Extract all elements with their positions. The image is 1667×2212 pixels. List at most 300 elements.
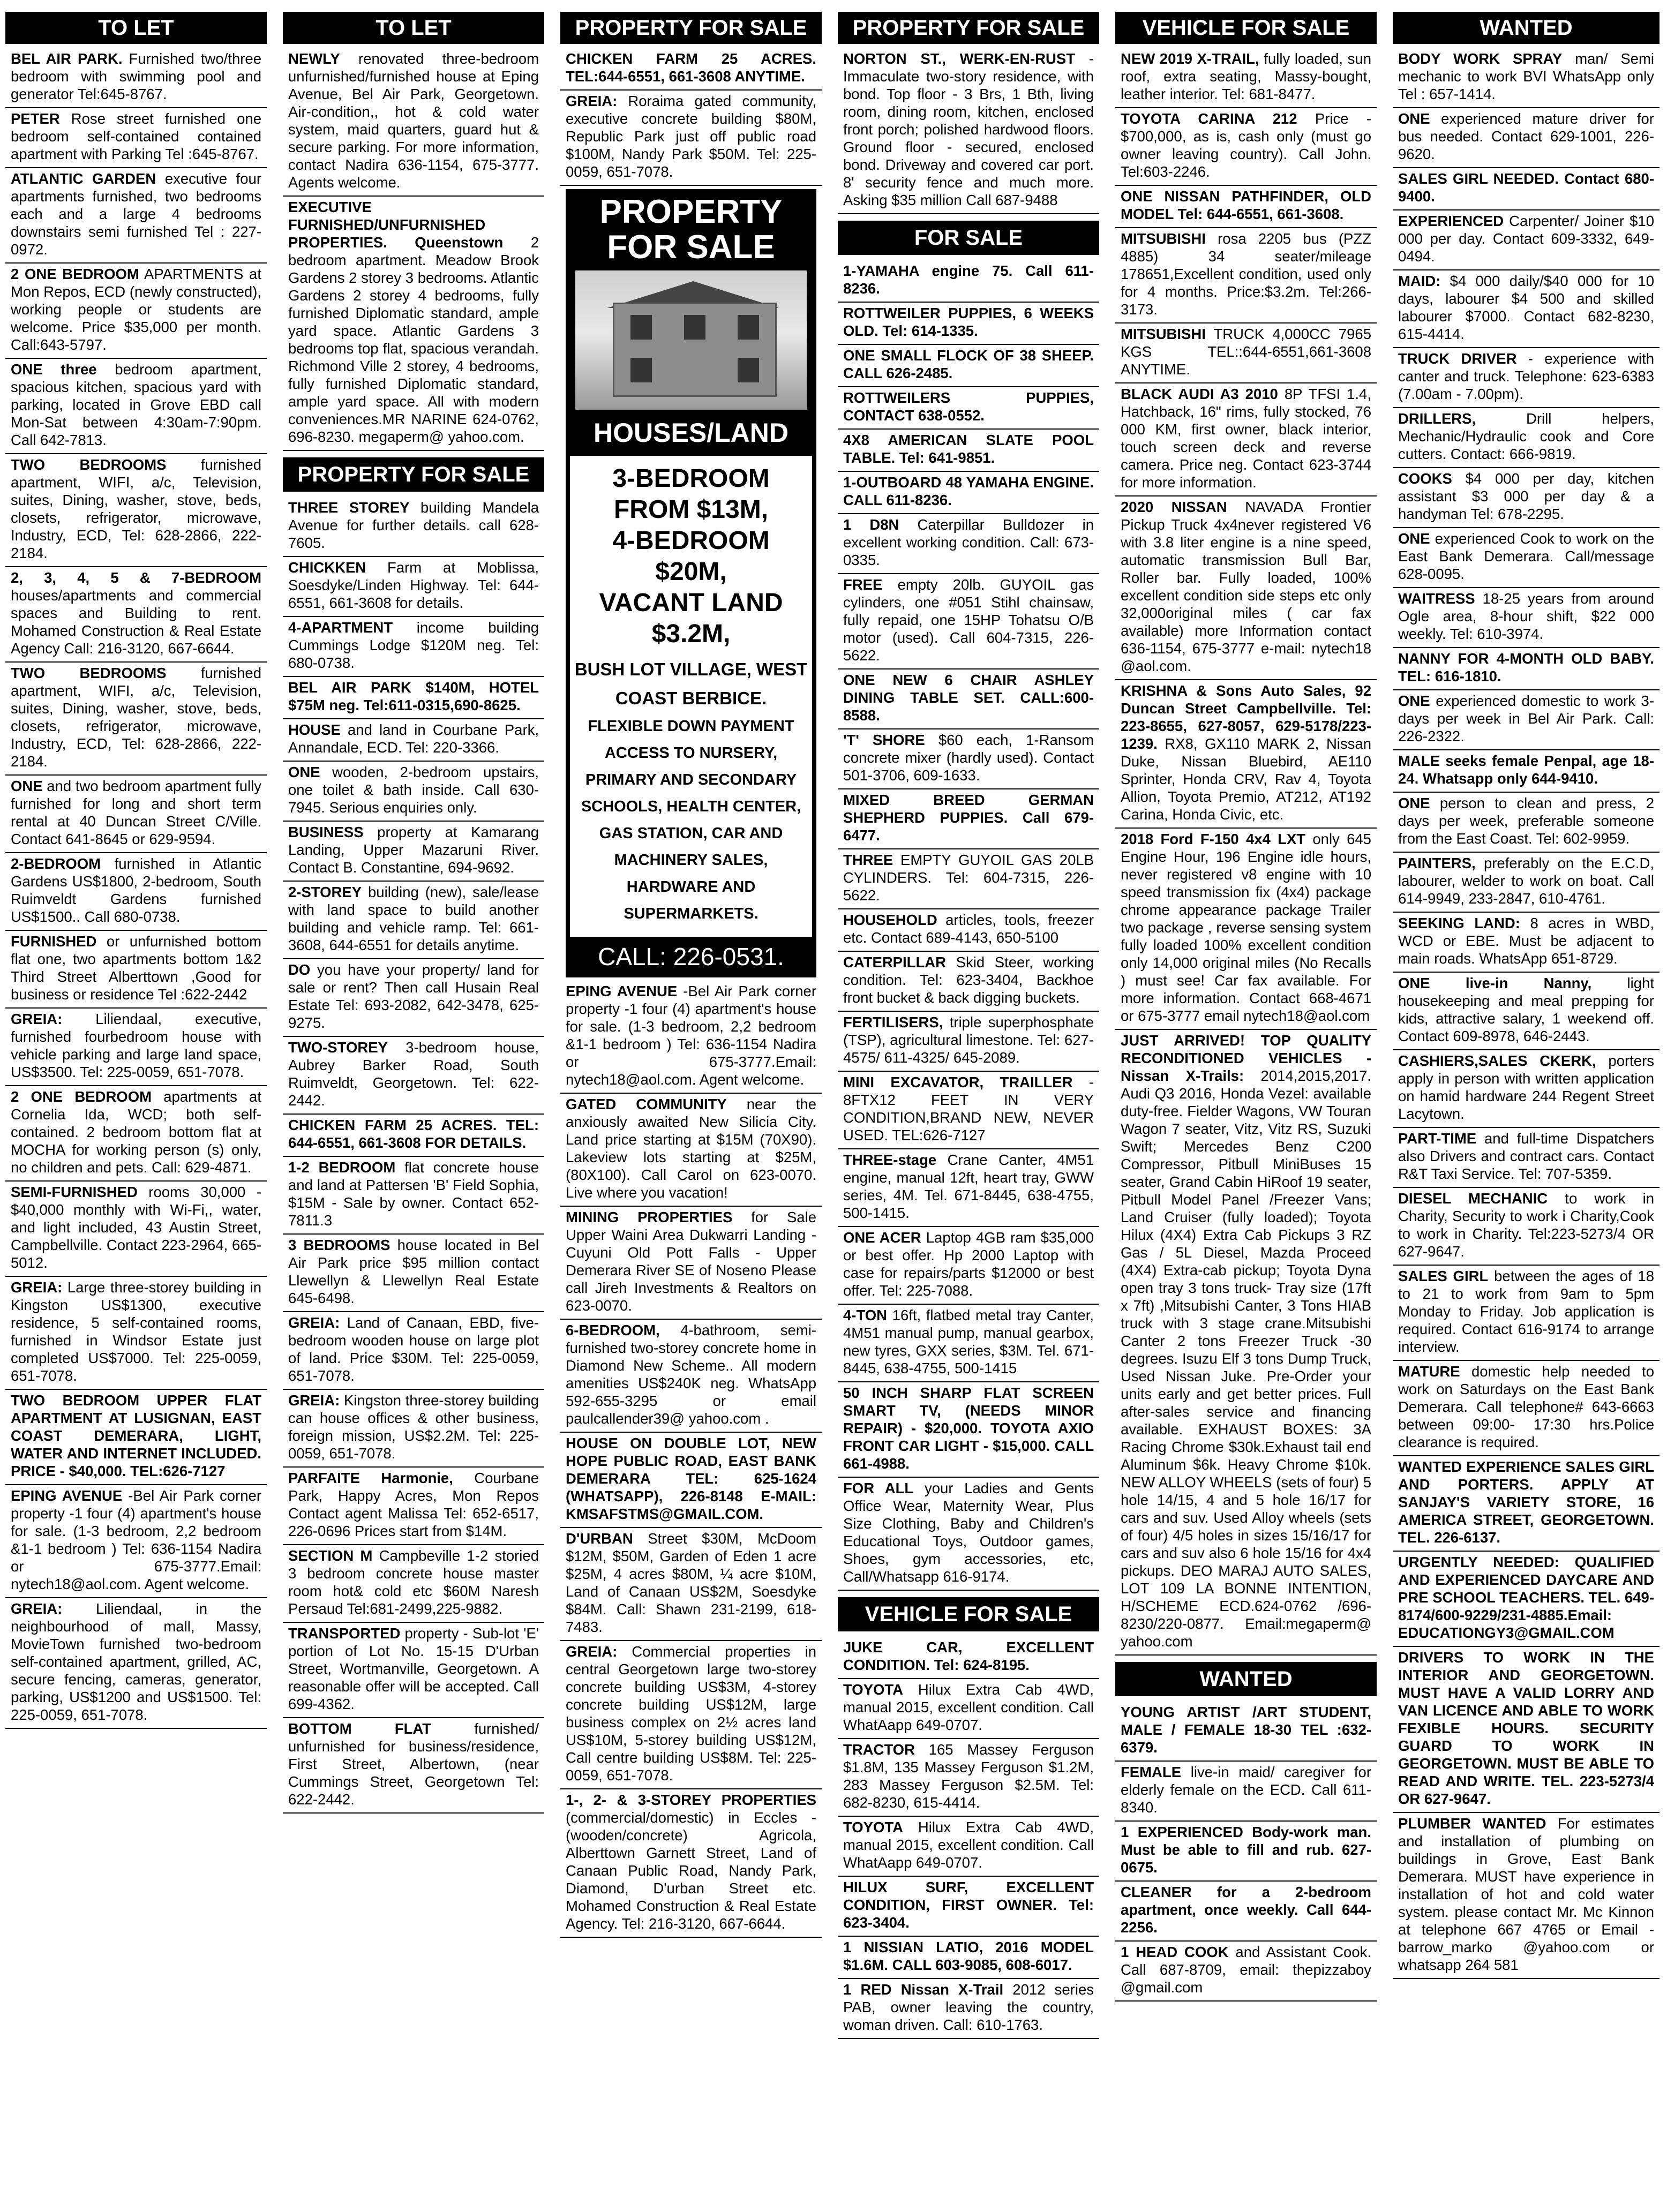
ad-lead: URGENTLY NEEDED: QUALIFIED AND EXPERIENCED DAYCARE AND PRE SCHOOL TEACHERS. TEL. 649-8174/600-9229/231-4885.Email: EDUCATIONGY3@GMAIL.COM — [1398, 1554, 1654, 1641]
ad-lead: 1 NISSIAN LATIO, 2016 MODEL $1.6M. CALL 603-9085, 608-6017. — [843, 1939, 1094, 1973]
classified-ad — [1393, 168, 1660, 210]
classified-ad — [5, 1390, 267, 1485]
ad-text: or unfurnished bottom flat one, two apartments bottom 1&2 Third Street Alberttown ,Good for business or residence Tel :622-2442 — [11, 933, 261, 1003]
ad-lead: HOUSE — [288, 721, 341, 738]
ad-text: Rose street furnished one bedroom self-contained contained apartment with Parking Tel :645-8767. — [11, 110, 261, 162]
ad-lead: FEMALE — [1121, 1764, 1182, 1780]
classified-ad — [838, 1817, 1099, 1877]
classified-ad — [838, 1877, 1099, 1937]
ad-text: property at Kamarang Landing, Upper Mazaruni River. Contact B. Constantine, 694-9692. — [288, 824, 539, 876]
ad-text: Liliendaal, executive, furnished fourbedroom house with vehicle parking and large land space, US$3500. Tel: 225-0059, 651-7078. — [11, 1011, 261, 1080]
ad-lead: BLACK AUDI A3 2010 — [1121, 386, 1278, 402]
classified-ad — [5, 1182, 267, 1277]
section-header: VEHICLE FOR SALE — [838, 1597, 1099, 1631]
classified-ad — [283, 822, 544, 882]
column-to-let-1 — [5, 12, 267, 2202]
ad-lead: BUSINESS — [288, 824, 364, 840]
classified-ad — [1393, 750, 1660, 793]
classified-ad — [283, 882, 544, 959]
ad-list — [838, 260, 1099, 1591]
ad-lead: 1-OUTBOARD 48 YAMAHA ENGINE. CALL 611-8236. — [843, 474, 1094, 508]
ad-lead: 1 EXPERIENCED Body-work man. Must be able to fill and rub. 627-0675. — [1121, 1824, 1371, 1876]
ad-text: wooden, 2-bedroom upstairs, one toilet & bath inside. Call 630-7945. Serious enquiries only. — [288, 764, 539, 816]
ad-text: Street $30M, McDoom $12M, $50M, Garden of Eden 1 acre $25M, 4 acres $80M, ¼ acre $10M, Land of Canaan US$2M, Soesdyke $84M. Call: Shawn 231-2199, 618-7483. — [566, 1530, 816, 1635]
ad-lead: CASHIERS,SALES CKERK, — [1398, 1052, 1596, 1069]
ad-text: 2012 series PAB, owner leaving the country, woman driven. Call: 610-1763. — [843, 1981, 1094, 2033]
ad-text: 16ft, flatbed metal tray Canter, 4M51 manual pump, manual gearbox, new tyres, GXX series, $3M. Tel. 671-8445, 638-4755, 500-1415 — [843, 1307, 1094, 1376]
ad-text: 8 acres in WBD, WCD or EBE. Must be adjacent to main roads. WhatsApp 651-8729. — [1398, 915, 1654, 967]
ad-lead: SALES GIRL — [1398, 1268, 1489, 1284]
ad-lead: NEWLY — [288, 50, 340, 67]
ad-lead: MITSUBISHI — [1121, 230, 1206, 247]
classified-ad — [838, 260, 1099, 303]
ad-text: Hilux Extra Cab 4WD, manual 2015, excellent condition. Call WhatAapp 649-0707. — [843, 1819, 1094, 1871]
ad-text: Roraima gated community, executive concrete building $80M, Republic Park just off public road $100M, Nandy Park $50M. Tel: 225-0059, 651-7078. — [566, 93, 816, 180]
section-header: PROPERTY FOR SALE — [838, 12, 1099, 44]
ad-lead: FREE — [843, 576, 883, 593]
ad-lead: COOKS — [1398, 470, 1452, 487]
classified-ad — [838, 472, 1099, 514]
ad-lead: 4X8 AMERICAN SLATE POOL TABLE. Tel: 641-9851. — [843, 432, 1094, 466]
ad-lead: NORTON ST., WERK-EN-RUST — [843, 50, 1076, 67]
ad-lead: BODY WORK SPRAY — [1398, 50, 1563, 67]
ad-lead: PARFAITE Harmonie, — [288, 1470, 453, 1486]
ad-text: 4-bathroom, semi-furnished two-storey concrete home in Diamond New Scheme.. All modern amenities US$240K neg. WhatsApp 592-655-3295 or email paulcallender39@ yahoo.com . — [566, 1322, 816, 1427]
classified-ad — [1115, 829, 1377, 1030]
ad-text: Drill helpers, Mechanic/Hydraulic cook and Core cutters. Contact: 666-9819. — [1398, 410, 1654, 462]
ad-text: you have your property/ land for sale or rent? Then call Husain Real Estate Tel: 693-2082, 642-3478, 625-9275. — [288, 961, 539, 1031]
ad-lead: EXPERIENCED — [1398, 213, 1504, 229]
ad-text: 2014,2015,2017. Audi Q3 2016, Honda Vezel: available duty-free. Fielder Wagons, VW Touran Wagon 7 seater, Vitz, Vitz RS, Suzuki Swift; Mercedes Benz C200 Compressor, Pitbull MiniBuses 15 seater, Grand Cabin HiRoof 19 seater, Pitbull Model Panel /Freezer Vans; Land Cruiser (fully loaded); Toyota Hilux (4X4) Extra Cab Pickups 3 RZ Gas / 5L Diesel, Mazda Proceed (4X4) Extra-cab pickup; Toyota Dyna open tray 3 tons truck- Tray size (17ft x 7ft) ,Mitsubishi Canter, 3 Tons HIAB truck with 3 stage crane.Mitsubishi Canter 2 tons Freezer Truck -30 degrees. Isuzu Elf 3 tons Dump Truck, Used Nissan Juke. Pre-Order your units early and get better prices. Full after-sales service and financing available. EXHAUST BOXES: 3A Racing Chrome $30k.Exhaust tail end Aluminum $6k. Heavy Chrome $10k. NEW ALLOY WHEELS (sets of four) 5 hole 14/15, 4 and 5 hole 16/17 for cars and suv. Used Alloy wheels (sets of four) 4/5 holes in sizes 15/16/17 for cars and suv also 6 hole 15/16 for 4x4 pickups. DEO MARAJ AUTO SALES, LOT 109 LA BONNE INTENTION, H/SCHEME ECD.624-0762 /696-8230/220-0877. Email:megaperm@ yahoo.com — [1121, 1067, 1371, 1650]
ad-lead: TRANSPORTED — [288, 1625, 401, 1642]
ad-list — [838, 1637, 1099, 2039]
ad-lead: SECTION M — [288, 1547, 373, 1564]
classified-ad — [283, 557, 544, 617]
ad-lead: TWO BEDROOM UPPER FLAT APARTMENT AT LUSIGNAN, EAST COAST DEMERARA, LIGHT, WATER AND INTERNET INCLUDED. PRICE - $40,000. TEL:626-7127 — [11, 1392, 261, 1479]
classified-ad — [838, 303, 1099, 345]
ad-text: Courbane Park, Happy Acres, Mon Repos Contact agent Malissa Tel: 652-6517, 226-0696 Prices start from $14M. — [288, 1470, 539, 1539]
column-to-let-2 — [283, 12, 544, 2202]
ad-text: Campbeville 1-2 storied 3 bedroom concrete house master room hot& cold etc $60M Naresh Persaud Tel:681-2499,225-9882. — [288, 1547, 539, 1617]
ad-lead: 2, 3, 4, 5 & 7-BEDROOM — [11, 569, 261, 586]
section-header: WANTED — [1393, 12, 1660, 44]
classified-ad — [5, 359, 267, 454]
ad-text: 2 bedroom apartment. Meadow Brook Gardens 2 storey 3 bedrooms. Atlantic Gardens 2 storey 4 bedrooms, fully furnished Diplomatic standard, ample yard space. Atlantic Gardens 3 bedrooms top flat, spacious verandah. Richmond Ville 2 storey, 4 bedrooms, fully furnished Diplomatic standard, ample yard space. All with modern conveniences.MR NARINE 624-0762, 696-8230. megaperm@ yahoo.com. — [288, 234, 539, 445]
ad-lead: TRACTOR — [843, 1741, 915, 1758]
classified-ad — [5, 853, 267, 931]
ad-lead: ONE — [1398, 110, 1430, 127]
ad-lead: DIESEL MECHANIC — [1398, 1190, 1548, 1207]
column-property-for-sale-1 — [560, 12, 822, 2202]
ad-lead: MITSUBISHI — [1121, 326, 1206, 342]
ad-lead: GREIA: — [288, 1314, 340, 1331]
ad-text: bedroom apartment, spacious kitchen, spacious yard with parking, located in Grove EBD call Mon-Sat between 4:30am-7:90pm. Call 642-7813. — [11, 361, 261, 448]
classified-ad — [838, 1979, 1099, 2039]
classified-ad — [283, 617, 544, 677]
column-vehicle-for-sale — [1115, 12, 1377, 2202]
ad-lead: 2 ONE BEDROOM — [11, 1088, 152, 1105]
ad-list — [1115, 1702, 1377, 2002]
ad-lead: SALES GIRL NEEDED. Contact 680-9400. — [1398, 170, 1654, 205]
ad-lead: NANNY FOR 4-MONTH OLD BABY. TEL: 616-1810. — [1398, 650, 1654, 684]
ad-lead: 4-APARTMENT — [288, 619, 393, 636]
classified-ad — [283, 1037, 544, 1115]
classified-ad — [838, 669, 1099, 729]
classified-ad — [1115, 1942, 1377, 2002]
classified-ad — [560, 1789, 822, 1938]
classified-ad — [560, 1094, 822, 1207]
ad-text: - experience with canter and truck. Telephone: 623-6383 (7.00am - 7.00pm). — [1398, 350, 1655, 402]
classified-ad — [1393, 1266, 1660, 1361]
ad-lead: MATURE — [1398, 1363, 1460, 1380]
ad-lead: 2 ONE BEDROOM — [11, 266, 139, 282]
ad-lead: BEL AIR PARK. — [11, 50, 123, 67]
ad-lead: TOYOTA — [843, 1819, 904, 1835]
ad-text: TRUCK 4,000CC 7965 KGS TEL::644-6551,661-3608 ANYTIME. — [1121, 326, 1371, 378]
classified-ad — [1393, 270, 1660, 348]
ad-lead: ONE — [11, 778, 43, 794]
ad-lead: MALE seeks female Penpal, age 18-24. Whatsapp only 644-9410. — [1398, 753, 1654, 787]
ad-lead: PETER — [11, 110, 60, 127]
ad-lead: 1 HEAD COOK — [1121, 1944, 1229, 1960]
classified-ad — [5, 48, 267, 108]
ad-lead: ONE — [1398, 795, 1430, 811]
classified-ad — [1393, 1647, 1660, 1813]
ad-list — [1115, 48, 1377, 1656]
classified-ad — [1115, 1822, 1377, 1882]
ad-text: NAVADA Frontier Pickup Truck 4x4never registered V6 with 3.8 liter engine is a nine speed, automatic transmission Bull Bar, Roller bar. Fully loaded, 100% excellent condition side steps etc only 32,000original miles ( car fax available) more Information contact 636-1154, 675-3777 e-mail: nytech18 @aol.com. — [1121, 499, 1371, 674]
classified-ad — [838, 514, 1099, 574]
ad-text: 165 Massey Ferguson $1.8M, 135 Massey Ferguson $1.2M, 283 Massey Ferguson $2.5M. Tel: 682-8230, 615-4414. — [843, 1741, 1094, 1811]
classified-ad — [1115, 1762, 1377, 1822]
classified-ad — [5, 1277, 267, 1390]
classified-ad — [1115, 108, 1377, 186]
classified-ad — [5, 264, 267, 359]
ad-text: Laptop 4GB ram $35,000 or best offer. Hp 2000 Laptop with case for repairs/parts $12000 or best offer. Tel: 225-7088. — [843, 1229, 1094, 1299]
promo-line-1: 3-BEDROOM FROM $13M, — [612, 464, 770, 524]
classified-ad — [838, 1227, 1099, 1305]
classified-ad — [283, 1390, 544, 1468]
classified-ad — [5, 663, 267, 776]
ad-lead: CLEANER for a 2-bedroom apartment, once weekly. Call 644-2256. — [1121, 1884, 1371, 1936]
ad-text: and two bedroom apartment fully furnished for long and short term rental at 40 Duncan Street C/Ville. Contact 641-8645 or 629-9594. — [11, 778, 261, 847]
classified-ad — [838, 1072, 1099, 1149]
ad-lead: CHICKEN FARM 25 ACRES. TEL:644-6551, 661-3608 ANYTIME. — [566, 50, 816, 85]
ad-text: EMPTY GUYOIL GAS 20LB CYLINDERS. Tel: 604-7315, 226-5622. — [843, 852, 1094, 904]
ad-lead: FURNISHED — [11, 933, 97, 950]
classified-ad — [838, 387, 1099, 430]
section-header: FOR SALE — [838, 221, 1099, 255]
ad-text: furnished apartment, WIFI, a/c, Television, suites, Dining, washer, stove, beds, closets, refrigerator, microwave, Industry, ECD, Tel: 628-2866, 222-2184. — [11, 456, 261, 561]
ad-lead: CATERPILLAR — [843, 954, 946, 970]
classified-ad — [1393, 348, 1660, 408]
classified-ad — [283, 1312, 544, 1390]
ad-text: and Assistant Cook. Call 687-8709, email: thepizzaboy @gmail.com — [1121, 1944, 1371, 1996]
classified-ad — [560, 981, 822, 1094]
ad-lead: DRILLERS, — [1398, 410, 1476, 427]
ad-lead: KRISHNA & Sons Auto Sales, 92 Duncan Street Campbellville. Tel: 223-8655, 627-8057, 629-5178/223-1239. — [1121, 682, 1371, 752]
classified-ad — [283, 959, 544, 1037]
promo-location: BUSH LOT VILLAGE, WEST COAST BERBICE. — [574, 659, 808, 708]
ad-text: live-in maid/ caregiver for elderly female on the ECD. Call 611-8340. — [1121, 1764, 1371, 1816]
classified-ad — [1393, 528, 1660, 588]
classified-ad — [838, 1305, 1099, 1382]
classified-ad — [1115, 323, 1377, 383]
ad-lead: 2018 Ford F-150 4x4 LXT — [1121, 831, 1306, 847]
classified-ad — [1393, 973, 1660, 1050]
ad-lead: ONE — [1398, 530, 1430, 547]
ad-lead: THREE STOREY — [288, 499, 410, 516]
classified-ad — [1393, 1813, 1660, 1979]
ad-lead: MAID: — [1398, 273, 1441, 289]
classified-ad — [283, 497, 544, 557]
ad-list — [1393, 48, 1660, 1979]
ad-text: triple superphosphate (TSP), agricultural limestone. Tel: 627-4575/ 611-4325/ 645-2089. — [843, 1014, 1094, 1066]
classified-ad — [1393, 1050, 1660, 1128]
ad-lead: FERTILISERS, — [843, 1014, 943, 1030]
classified-ad — [560, 1641, 822, 1789]
section-header: PROPERTY FOR SALE — [560, 12, 822, 44]
ad-text: Commercial properties in central Georgetown large two-storey concrete building US$3M, 4-storey concrete building US$12M, large business complex on 2½ acres land US$10M, 5-storey building US$12M, Call centre building US$8M. Tel: 225-0059, 651-7078. — [566, 1643, 816, 1784]
classified-ad — [1115, 496, 1377, 680]
ad-lead: GREIA: — [566, 1643, 618, 1660]
classified-ad — [560, 91, 822, 186]
ad-text: building Mandela Avenue for further details. call 628-7605. — [288, 499, 539, 551]
ad-lead: 'T' SHORE — [843, 732, 925, 748]
ad-text: RX8, GX110 MARK 2, Nissan Duke, Nissan Bluebird, AE110 Sprinter, Honda CRV, Rav 4, Toyota Allion, Toyota Premio, AT212, AT192 Carina, Honda Civic, etc. — [1121, 735, 1371, 823]
classified-ad — [283, 1545, 544, 1623]
classified-ad — [838, 1478, 1099, 1591]
classified-ad — [1393, 913, 1660, 973]
classified-ad — [1115, 1702, 1377, 1762]
ad-text: flat concrete house and land at Pattersen 'B' Field Sophia, $15M - Sale by owner. Contact 652-7811.3 — [288, 1159, 539, 1229]
classified-ad — [838, 789, 1099, 849]
classified-ad — [5, 108, 267, 168]
classified-ad — [5, 168, 267, 264]
ad-lead: 2-STOREY — [288, 884, 362, 900]
ad-list — [283, 497, 544, 1814]
ad-lead: TWO BEDROOMS — [11, 665, 167, 681]
ad-text: domestic help needed to work on Saturdays on the East Bank Demerara. Call telephone# 643-6663 between 09:00- 17:30 hrs.Police clearance is required. — [1398, 1363, 1654, 1450]
ad-lead: THREE-stage — [843, 1152, 937, 1168]
classified-ad — [283, 1718, 544, 1814]
classified-ad — [1393, 1188, 1660, 1266]
ad-lead: DRIVERS TO WORK IN THE INTERIOR AND GEORGETOWN. MUST HAVE A VALID LORRY AND VAN LICENCE AND ABLE TO WORK FEXIBLE HOURS. SECURITY GUARD TO WORK IN GEORGETOWN. MUST BE ABLE TO READ AND WRITE. TEL. 223-5273/4 OR 627-9647. — [1398, 1649, 1654, 1807]
ad-lead: HILUX SURF, EXCELLENT CONDITION, FIRST OWNER. Tel: 623-3404. — [843, 1879, 1094, 1931]
classified-ad — [1115, 680, 1377, 829]
ad-lead: ONE NEW 6 CHAIR ASHLEY DINING TABLE SET. CALL:600-8588. — [843, 672, 1094, 724]
ad-lead: ONE NISSAN PATHFINDER, OLD MODEL Tel: 644-6551, 661-3608. — [1121, 188, 1371, 222]
section-header: TO LET — [5, 12, 267, 44]
ad-text: APARTMENTS at Mon Repos, ECD (newly constructed), working people or students are welcome. Price $35,000 per month. Call:643-5797. — [11, 266, 261, 353]
classified-ad — [1393, 1128, 1660, 1188]
ad-text: - 8FTX12 FEET IN VERY CONDITION,BRAND NEW, NEVER USED. TEL:626-7127 — [843, 1074, 1094, 1143]
classified-ad — [838, 345, 1099, 387]
ad-lead: MINING PROPERTIES — [566, 1209, 733, 1225]
ad-lead: GATED COMMUNITY — [566, 1096, 727, 1112]
house-photo — [575, 270, 807, 410]
ad-lead: 2-BEDROOM — [11, 855, 101, 872]
ad-text: only 645 Engine Hour, 196 Engine idle hours, never registered v8 engine with 10 speed transmission fix (4x4) package chrome appearance package Trailer two package , reverse sensing system fully loaded 100% excellent condition only 14,000 original miles (No Recalls ) must see! Car fax available. For more information. Contact 668-4671 or 675-3777 email nytech18@aol.com — [1121, 831, 1371, 1024]
ad-lead: CHICKEN FARM 25 ACRES. TEL: 644-6551, 661-3608 FOR DETAILS. — [288, 1117, 539, 1151]
ad-lead: PART-TIME — [1398, 1130, 1477, 1147]
classified-ad — [1393, 1552, 1660, 1647]
ad-lead: 1-, 2- & 3-STOREY PROPERTIES — [566, 1792, 816, 1808]
promo-line-2: 4-BEDROOM $20M, — [612, 526, 770, 586]
ad-lead: SEEKING LAND: — [1398, 915, 1520, 931]
classified-ad — [838, 952, 1099, 1012]
ad-lead: SEMI-FURNISHED — [11, 1184, 138, 1200]
ad-lead: ONE — [288, 764, 320, 780]
ad-text: houses/apartments and commercial spaces and Building to rent. Mohamed Construction & Real Estate Agency Call: 216-3120, 667-6644. — [11, 587, 261, 657]
ad-text: Kingston three-storey building can house offices & other business, foreign mission, US$2.2M. Tel: 225-0059, 651-7078. — [288, 1392, 539, 1462]
ad-lead: 50 INCH SHARP FLAT SCREEN SMART TV, (NEEDS MINOR REPAIR) - $20,000. TOYOTA AXIO FRONT CAR LIGHT - $15,000. CALL 661-4988. — [843, 1385, 1094, 1472]
ad-text: rooms 30,000 - $40,000 monthly with Wi-Fi,, water, and light included, 43 Austin Street, Campbellville. Contact 223-2964, 665-5012. — [11, 1184, 261, 1271]
ad-lead: TOYOTA — [843, 1681, 904, 1698]
classified-ad — [1393, 690, 1660, 750]
ad-lead: 1-2 BEDROOM — [288, 1159, 396, 1176]
ad-text: -Bel Air Park corner property -1 four (4) apartment's house for sale. (1-3 bedroom, 2,2 bedroom &1-1 bedroom ) Tel: 636-1154 Nadira or 675-3777.Email: nytech18@aol.com. Agent welcome. — [11, 1487, 261, 1592]
ad-lead: BOTTOM FLAT — [288, 1720, 432, 1737]
classified-ad — [1393, 408, 1660, 468]
classified-ad — [560, 1207, 822, 1320]
ad-lead: WAITRESS — [1398, 590, 1475, 607]
classified-ad — [838, 1739, 1099, 1817]
ad-lead: TOYOTA CARINA 212 — [1121, 110, 1297, 127]
ad-text: Farm at Moblissa, Soesdyke/Linden Highway. Tel: 644-6551, 661-3608 for details. — [288, 559, 539, 611]
ad-text: property - Sub-lot 'E' portion of Lot No. 15-15 D'Urban Street, Wortmanville, Georgetown. A reasonable offer will be accepted. Call 699-4362. — [288, 1625, 539, 1712]
ad-lead: GREIA: — [566, 93, 618, 109]
classified-ad — [560, 48, 822, 91]
section-header: WANTED — [1115, 1662, 1377, 1696]
ad-text: Caterpillar Bulldozer in excellent working condition. Call: 673-0335. — [843, 516, 1094, 568]
classified-ad — [1393, 1361, 1660, 1456]
ad-text: person to clean and press, 2 days per week, preferable someone from the East Coast. Tel: 602-9959. — [1398, 795, 1654, 847]
ad-lead: JUST ARRIVED! TOP QUALITY RECONDITIONED VEHICLES - Nissan X-Trails: — [1121, 1032, 1371, 1084]
ad-text: 8P TFSI 1.4, Hatchback, 16" rims, fully stocked, 76 000 KM, first owner, black interior, touch screen deck and reverse camera. Price neg. Contact 623-3744 for more information. — [1121, 386, 1371, 491]
ad-text: $4 000 per day, kitchen assistant $3 000 per day & a handyman Tel: 678-2295. — [1398, 470, 1654, 522]
ad-lead: BEL AIR PARK $140M, HOTEL $75M neg. Tel:611-0315,690-8625. — [288, 679, 539, 713]
ad-text: experienced Cook to work on the East Bank Demerara. Call/message 628-0095. — [1398, 530, 1654, 582]
ad-text: executive four apartments furnished, two bedrooms each and a large 4 bedrooms downstairs semi furnished Tel : 227-0972. — [11, 170, 261, 258]
ad-text: furnished in Atlantic Gardens US$1800, 2-bedroom, South Ruimveldt Gardens furnished US$1500.. Call 680-0738. — [11, 855, 261, 925]
ad-text: renovated three-bedroom unfurnished/furnished house at Eping Avenue, Bel Air Park, Georgetown. Air-condition,, hot & cold water system, maid quarters, guard hut & secure parking. For more information, contact Nadira 636-1154, 675-3777. Agents welcome. — [288, 50, 539, 191]
ad-text: Land of Canaan, EBD, five-bedroom wooden house on large plot of land. Price $30M. Tel: 225-0059, 651-7078. — [288, 1314, 539, 1384]
classified-ad — [838, 1637, 1099, 1679]
ad-lead: 1 D8N — [843, 516, 899, 533]
ad-lead: GREIA: — [11, 1600, 63, 1617]
ad-text: 18-25 years from around Ogle area, 8-hour shift, $22 000 weekly. Tel: 610-3974. — [1398, 590, 1654, 642]
ad-text: furnished apartment, WIFI, a/c, Television, suites, Dining, washer, stove, beds, closets, refrigerator, microwave, Industry, ECD, Tel: 628-2866, 222-2184. — [11, 665, 261, 770]
ad-lead: 2020 NISSAN — [1121, 499, 1227, 515]
ad-list — [283, 48, 544, 451]
ad-lead: THREE — [843, 852, 893, 868]
ad-text: income building Cummings Lodge $120M neg. Tel: 680-0738. — [288, 619, 539, 671]
ad-lead: NEW 2019 X-TRAIL, — [1121, 50, 1259, 67]
ad-lead: 6-BEDROOM, — [566, 1322, 660, 1338]
column-wanted — [1393, 12, 1660, 2202]
classified-ad — [1115, 383, 1377, 496]
classified-ad — [5, 567, 267, 663]
classified-ad — [283, 719, 544, 762]
promo-details — [570, 456, 812, 937]
ad-text: (commercial/domestic) in Eccles - (wooden/concrete) Agricola, Alberttown Garnett Street, Land of Canaan Public Road, Nandy Park, Diamond, D'urban Street etc. Mohamed Construction & Real Estate Agency. Tel: 216-3120, 667-6644. — [566, 1809, 816, 1932]
ad-lead: ROTTWEILERS PUPPIES, CONTACT 638-0552. — [843, 389, 1094, 424]
ad-lead: ONE three — [11, 361, 97, 378]
ad-text: between the ages of 18 to 21 to work from 9am to 5pm Monday to Friday. Job application is required. Contact 616-9174 to arrange interview. — [1398, 1268, 1655, 1355]
column-property-for-sale-2 — [838, 12, 1099, 2202]
promo-line-3: VACANT LAND $3.2M, — [599, 589, 783, 648]
ad-lead: D'URBAN — [566, 1530, 633, 1547]
classified-ad — [1393, 1456, 1660, 1552]
ad-text: For estimates and installation of plumbing on buildings in Grove, East Bank Demerara. MUST have experience in installation of hot and cold water system. please contact Mr. Mc Kinnon at telephone 667 4765 or Email - barrow_marko @yahoo.com or whatsapp 264 581 — [1398, 1815, 1654, 1973]
ad-list — [5, 48, 267, 1729]
ad-text: Hilux Extra Cab 4WD, manual 2015, excellent condition. Call WhatAapp 649-0707. — [843, 1681, 1094, 1733]
classified-ad — [1115, 48, 1377, 108]
ad-lead: EPING AVENUE — [566, 983, 678, 999]
ad-lead: 4-TON — [843, 1307, 888, 1323]
classified-ad — [5, 1086, 267, 1182]
ad-text: and land in Courbane Park, Annandale, ECD. Tel: 220-3366. — [288, 721, 539, 756]
ad-lead: EPING AVENUE — [11, 1487, 123, 1504]
ad-lead: GREIA: — [11, 1279, 63, 1296]
classified-ad — [5, 454, 267, 567]
classified-ad — [1393, 210, 1660, 270]
section-header: VEHICLE FOR SALE — [1115, 12, 1377, 44]
classified-ad — [560, 1433, 822, 1528]
ad-text: empty 20lb. GUYOIL gas cylinders, one #051 Stihl chainsaw, fully repaid, one 15HP Tohatsu O/B motor (used). Call 604-7315, 226-5622. — [843, 576, 1094, 664]
classified-ad — [838, 849, 1099, 909]
ad-text: -Bel Air Park corner property -1 four (4) apartment's house for sale. (1-3 bedroom, 2,2 bedroom &1-1 bedroom ) Tel: 636-1154 Nadira or 675-3777.Email: nytech18@aol.com. Agent welcome. — [566, 983, 816, 1088]
ad-lead: 1 RED Nissan X-Trail — [843, 1981, 1004, 1998]
ad-lead: TWO BEDROOMS — [11, 456, 167, 473]
ad-text: experienced domestic to work 3-days per week in Bel Air Park. Call: 226-2322. — [1398, 693, 1654, 744]
ad-text: $60 each, 1-Ransom concrete mixer (hardly used). Contact 501-3706, 609-1633. — [843, 732, 1094, 784]
ad-lead: ONE SMALL FLOCK OF 38 SHEEP. CALL 626-2485. — [843, 347, 1094, 381]
ad-lead: TRUCK DRIVER — [1398, 350, 1517, 367]
classified-ad — [838, 1149, 1099, 1227]
ad-text: rosa 2205 bus (PZZ 4885) 34 seater/mileage 178651,Excellent condition, used only for 4 months. Price:$3.2m. Tel:266-3173. — [1121, 230, 1371, 318]
classified-ad — [283, 1235, 544, 1312]
ad-text: near the anxiously awaited New Silicia City. Land price starting at $15M (70X90). Lakeview lots starting at $25M, (80X100). Call Carol on 623-0070. Live where you vacation! — [566, 1096, 816, 1201]
promo-amenities: FLEXIBLE DOWN PAYMENT ACCESS TO NURSERY, PRIMARY AND SECONDARY SCHOOLS, HEALTH CENTER, GAS STATION, CAR AND MACHINERY SALES, HARDWARE AND SUPERMARKETS. — [581, 718, 801, 922]
ad-lead: FOR ALL — [843, 1480, 914, 1496]
classified-ad — [5, 1598, 267, 1729]
ad-lead: DO — [288, 961, 311, 978]
ad-lead: ONE — [1398, 693, 1430, 709]
classified-ad — [5, 1485, 267, 1598]
ad-lead: CHICKKEN — [288, 559, 366, 576]
classified-ad — [838, 1679, 1099, 1739]
ad-lead: 1-YAMAHA engine 75. Call 611-8236. — [843, 262, 1094, 297]
ad-text: furnished/ unfurnished for business/residence, First Street, Albertown, (near Cummings Street, Georgetown Tel: 622-2442. — [288, 1720, 539, 1808]
ad-text: fully loaded, sun roof, extra seating, Massy-bought, leather interior. Tel: 681-8477. — [1121, 50, 1371, 102]
ad-lead: 3 BEDROOMS — [288, 1237, 391, 1253]
classified-ad — [838, 1012, 1099, 1072]
classified-ad — [838, 48, 1099, 214]
classified-ad — [1393, 468, 1660, 528]
classified-ad — [1115, 186, 1377, 228]
ad-list — [560, 981, 822, 1938]
ad-text: house located in Bel Air Park price $95 million contact Llewellyn & Llewellyn Real Estate 645-6498. — [288, 1237, 539, 1306]
ad-text: Carpenter/ Joiner $10 000 per day. Contact 609-3332, 649-0494. — [1398, 213, 1654, 265]
ad-list — [838, 48, 1099, 214]
classified-ad — [838, 430, 1099, 472]
classified-ad — [5, 931, 267, 1009]
classified-ad — [1393, 48, 1660, 108]
classified-ad — [5, 776, 267, 853]
classified-ad — [838, 729, 1099, 789]
